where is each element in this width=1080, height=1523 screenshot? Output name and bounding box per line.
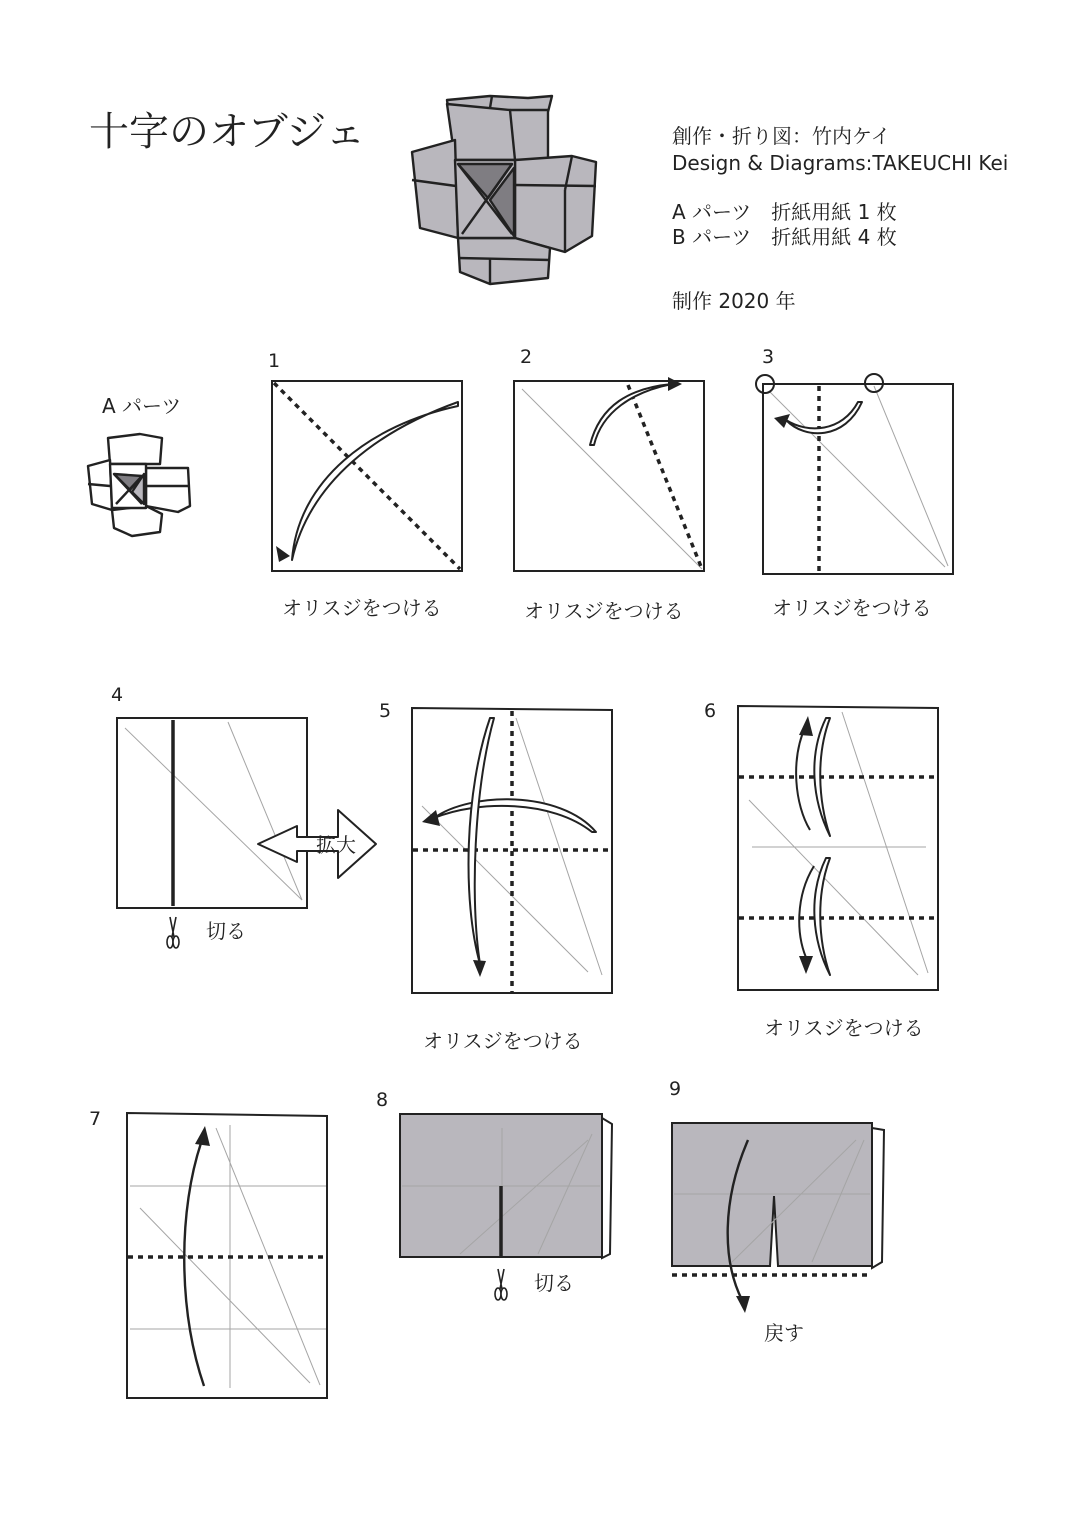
- scissors-icon: [167, 917, 179, 948]
- step-5-figure: [412, 708, 612, 993]
- step-3-figure: [756, 374, 953, 574]
- step-6-number: 6: [704, 700, 717, 722]
- step-1-number: 1: [268, 350, 281, 372]
- step-3-caption: オリスジをつける: [772, 596, 932, 620]
- step-9-figure: [672, 1123, 884, 1313]
- step-9-number: 9: [669, 1078, 682, 1100]
- step-4-number: 4: [111, 684, 124, 706]
- step-5-number: 5: [379, 700, 392, 722]
- step-6-figure: [738, 706, 938, 990]
- finished-model-illustration: [412, 96, 596, 284]
- step-8-number: 8: [376, 1089, 389, 1111]
- scissors-icon: [495, 1269, 507, 1300]
- diagram-title: 十字のオブジェ: [89, 109, 366, 155]
- step-2-caption: オリスジをつける: [524, 599, 684, 623]
- step-1-figure: [272, 381, 462, 571]
- part-a-label: A パーツ: [102, 394, 182, 418]
- arrow-head-icon: [736, 1296, 750, 1313]
- step-1-caption: オリスジをつける: [282, 596, 442, 620]
- step-6-caption: オリスジをつける: [764, 1016, 924, 1040]
- step-7-number: 7: [89, 1108, 102, 1130]
- step-8-caption: 切る: [534, 1271, 574, 1295]
- step-4-caption: 切る: [206, 919, 246, 943]
- enlarge-label: 拡大: [316, 833, 356, 857]
- parts-b-spec: B パーツ 折紙用紙 4 枚: [672, 225, 897, 249]
- step-7-figure: [127, 1113, 327, 1398]
- step-2-figure: [514, 377, 704, 571]
- step-5-caption: オリスジをつける: [423, 1029, 583, 1053]
- part-a-small-model: [88, 434, 190, 536]
- step-3-number: 3: [762, 346, 775, 368]
- step-2-number: 2: [520, 346, 533, 368]
- credit-english: Design & Diagrams:TAKEUCHI Kei: [672, 151, 1009, 175]
- credit-japanese: 創作・折り図：竹内ケイ: [672, 124, 891, 148]
- year-made: 制作 2020 年: [672, 289, 796, 313]
- step-9-caption: 戻す: [764, 1321, 804, 1345]
- step-8-figure: [400, 1114, 612, 1300]
- parts-a-spec: A パーツ 折紙用紙 1 枚: [672, 200, 897, 224]
